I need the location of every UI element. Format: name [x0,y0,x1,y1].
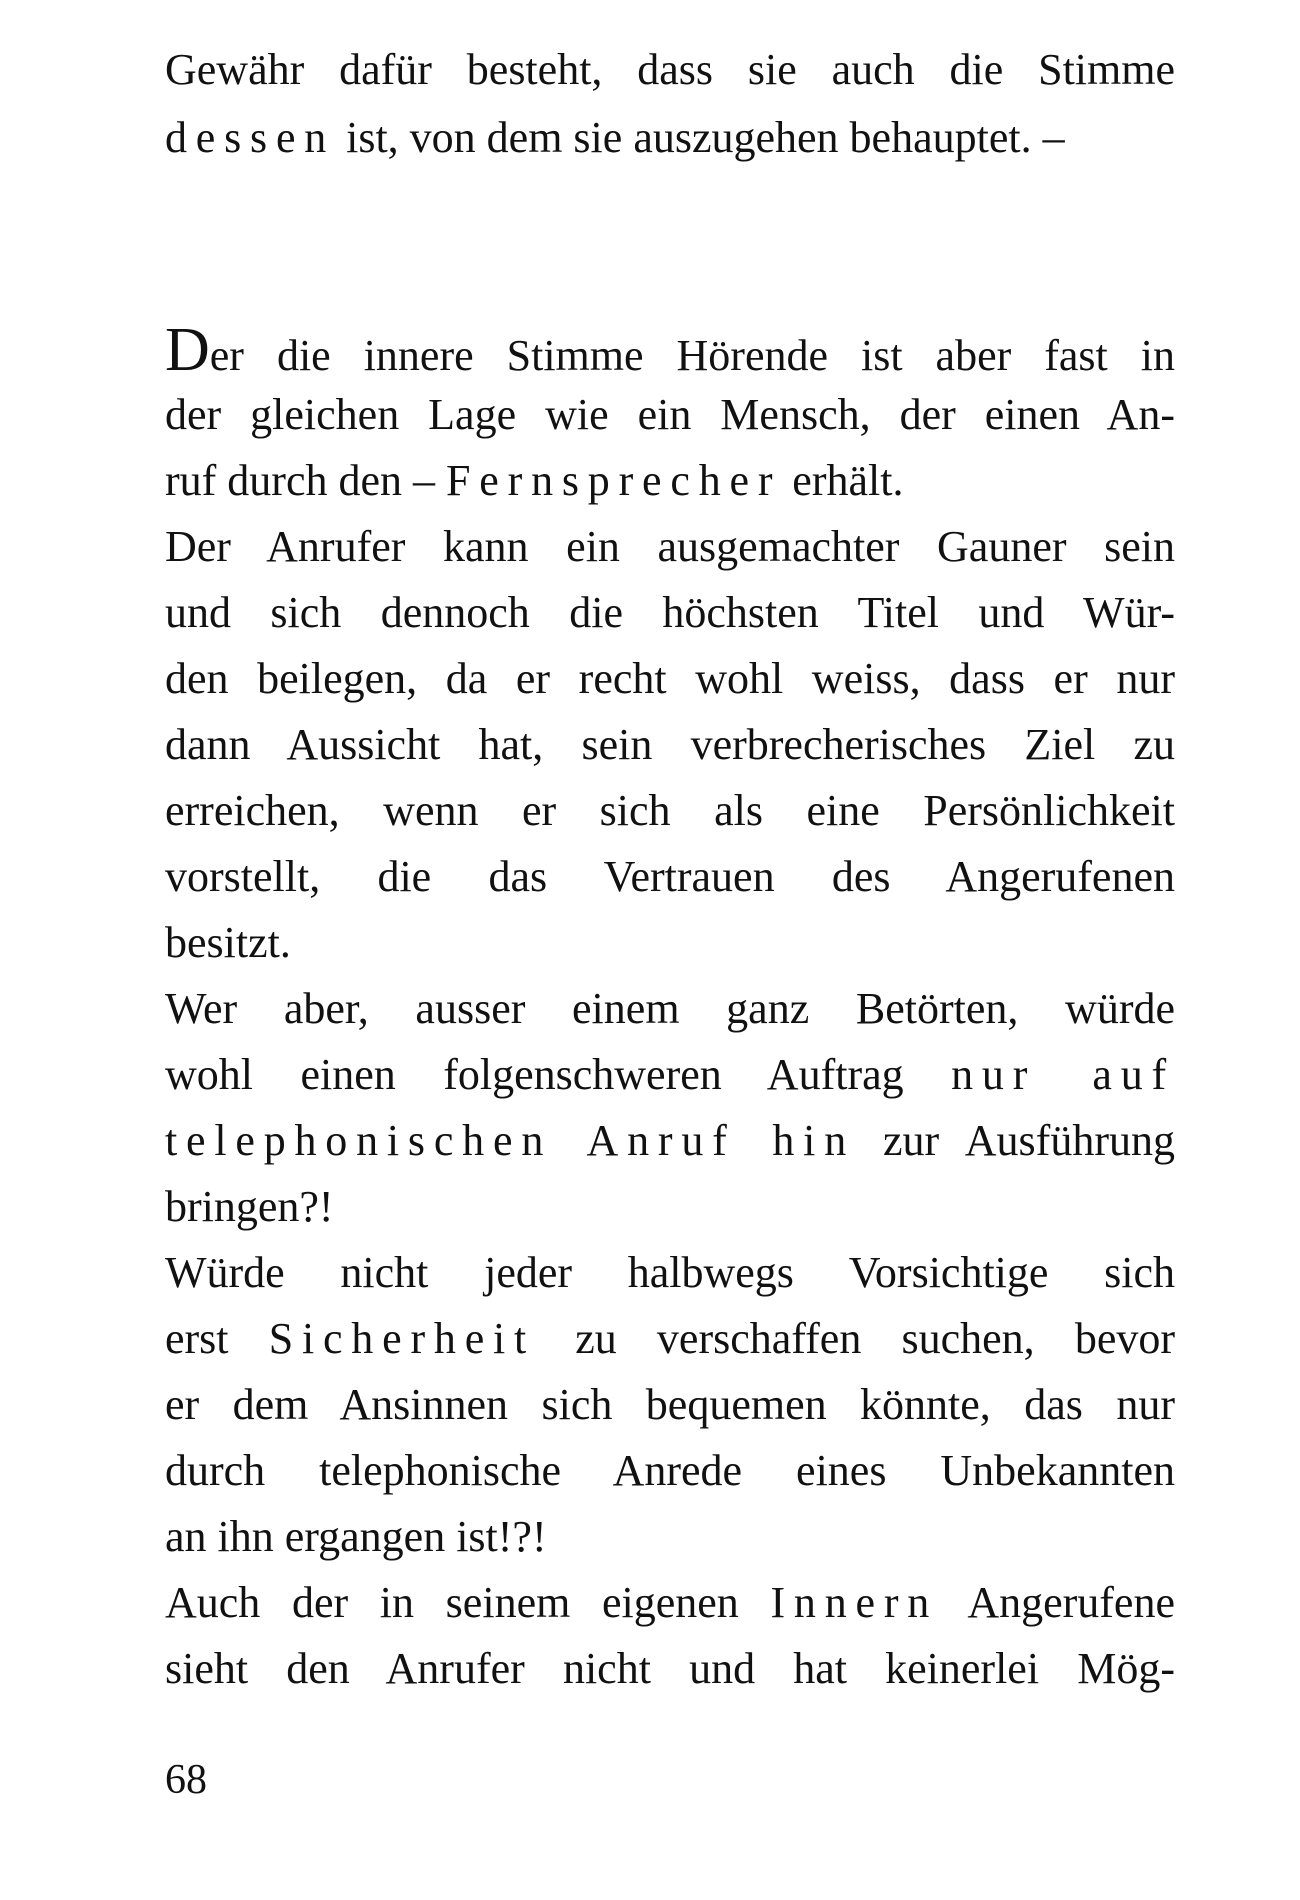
spaced-text: nur auf [951,1050,1175,1099]
text-line [165,385,1175,445]
text-line [165,1375,1175,1435]
text-span: bringen?! [165,1182,334,1231]
text-span: Angerufene [938,1578,1175,1627]
text-span: vorstellt, die das Vertrauen des Angerufenen [165,852,1175,901]
text-line [165,517,1175,577]
text-span: sieht den Anrufer nicht und hat keinerlei Mög- [165,1644,1175,1693]
text-line [165,979,1175,1039]
spaced-text: Innern [770,1578,939,1627]
text-line-dropcap [165,320,1175,380]
text-line [165,1309,1175,1369]
text-line [165,1045,1175,1105]
drop-cap: D [165,320,210,380]
text-span: ruf durch den – [165,456,447,505]
text-line [165,1177,1175,1237]
spaced-text: telephonischen Anruf hin [165,1116,856,1165]
text-span: erst [165,1314,269,1363]
text-span: er dem Ansinnen sich bequemen könnte, das nur [165,1380,1175,1429]
text-line [165,781,1175,841]
text-line [165,715,1175,775]
text-span: Der Anrufer kann ein ausgemachter Gauner sein [165,522,1175,571]
text-line [165,913,1175,973]
text-line [165,1441,1175,1501]
text-line [165,649,1175,709]
text-line [165,40,1175,100]
text-line [165,583,1175,643]
text-span: erreichen, wenn er sich als eine Persönlichkeit [165,786,1175,835]
text-span: ist, von dem sie auszugehen behauptet. – [335,113,1065,162]
spaced-text: Sicherheit [268,1314,536,1363]
text-span: besitzt. [165,918,291,967]
text-span: an ihn ergangen ist!?! [165,1512,547,1561]
spaced-text: Fernsprecher [446,456,782,505]
text-span: dann Aussicht hat, sein verbrecherisches Ziel zu [165,720,1175,769]
text-span: Würde nicht jeder halbwegs Vorsichtige sich [165,1248,1175,1297]
text-span: der gleichen Lage wie ein Mensch, der einen An- [165,390,1175,439]
text-line [165,451,1175,511]
text-span: Gewähr dafür besteht, dass sie auch die Stimme [165,45,1175,94]
text-line [165,1573,1175,1633]
text-span: wohl einen folgenschweren Auftrag [165,1050,952,1099]
text-line [165,847,1175,907]
text-span: durch telephonische Anrede eines Unbekannten [165,1446,1175,1495]
text-span: Wer aber, ausser einem ganz Betörten, würde [165,984,1175,1033]
text-line [165,1111,1175,1171]
text-line [165,108,1175,168]
text-span: und sich dennoch die höchsten Titel und Wür- [165,588,1175,637]
text-span: er die innere Stimme Hörende ist aber fast in [209,331,1175,380]
text-line [165,1507,1175,1567]
spaced-text: dessen [165,113,336,162]
text-line [165,1639,1175,1699]
page-number: 68 [165,1757,207,1803]
text-span: erhält. [781,456,904,505]
text-line [165,1243,1175,1303]
text-span: zur Ausführung [855,1116,1175,1165]
text-span: Auch der in seinem eigenen [165,1578,771,1627]
text-span: den beilegen, da er recht wohl weiss, dass er nur [165,654,1175,703]
text-span: zu verschaffen suchen, bevor [535,1314,1175,1363]
